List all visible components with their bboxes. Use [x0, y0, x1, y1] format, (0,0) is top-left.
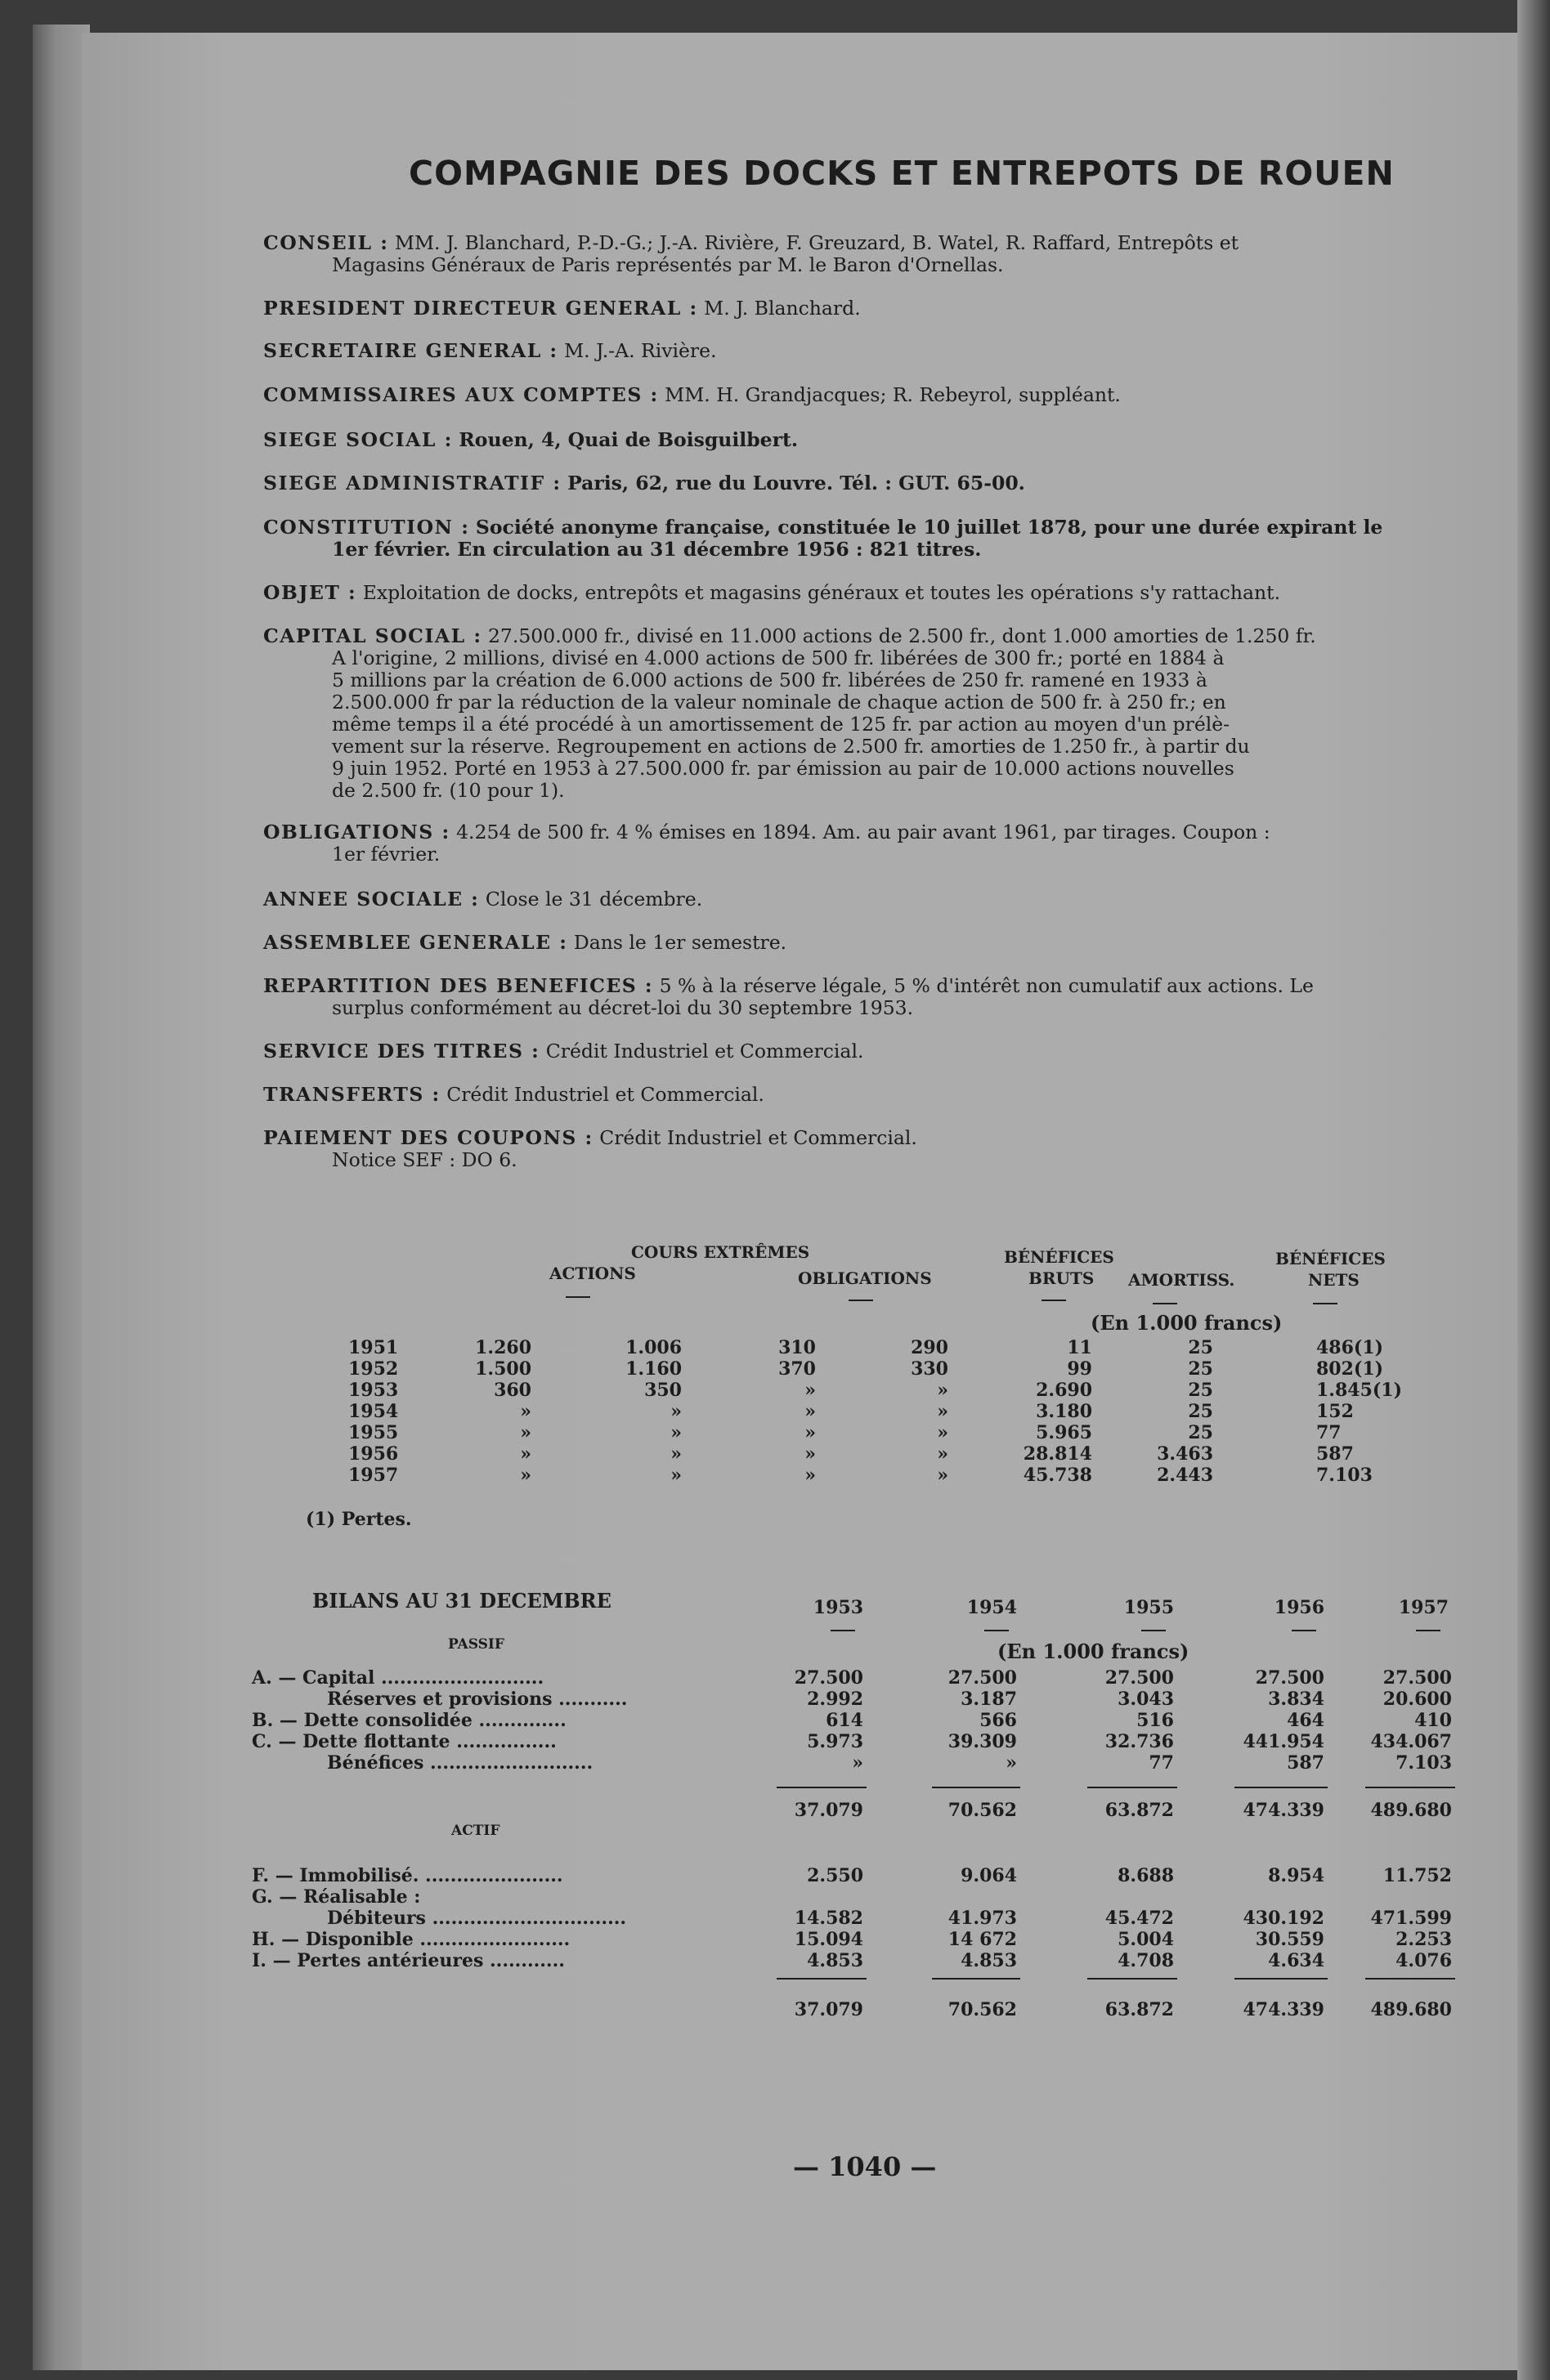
transferts-value: Crédit Industriel et Commercial.: [446, 1083, 764, 1106]
capital-line-3: 2.500.000 fr par la réduction de la valeur nominale de chaque action de 500 fr. à 250 fr.; en: [332, 691, 1226, 714]
actif-row-label: I. — Pertes antérieures ............: [252, 1950, 565, 1971]
cours-a_hi-cell: 1.500: [475, 1358, 531, 1380]
passif-total-cell: 70.562: [947, 1800, 1017, 1821]
passif-value-cell: 7.103: [1395, 1752, 1452, 1774]
cours-o_lo-cell: »: [937, 1380, 948, 1401]
cours-o_hi-cell: »: [804, 1401, 816, 1422]
cours-a_hi-cell: »: [520, 1422, 531, 1443]
actif-value-cell: 5.004: [1118, 1929, 1174, 1950]
amortiss-header: AMORTISS.: [1128, 1270, 1235, 1290]
cours-amort-cell: 2.443: [1157, 1465, 1213, 1486]
actif-total-cell: 37.079: [794, 1999, 863, 2020]
conseil-line2: Magasins Généraux de Paris représentés par M. le Baron d'Ornellas.: [332, 253, 1004, 276]
actif-value-cell: 45.472: [1104, 1908, 1174, 1929]
benef-nets-header-2: NETS: [1308, 1270, 1360, 1290]
obligations-key: OBLIGATIONS :: [263, 821, 450, 843]
passif-total-cell: 63.872: [1104, 1800, 1174, 1821]
bilans-unit: (En 1.000 francs): [997, 1640, 1189, 1663]
capital-line-5: vement sur la réserve. Regroupement en actions de 2.500 fr. amorties de 1.250 fr., à partir du: [332, 735, 1250, 758]
bilans-year-dash: [1141, 1630, 1166, 1631]
objet-key: OBJET :: [263, 581, 357, 604]
bilans-year-dash: [1292, 1630, 1316, 1631]
cours-a_lo-cell: 1.160: [625, 1358, 682, 1380]
passif-value-cell: 3.043: [1118, 1689, 1174, 1710]
transferts-key: TRANSFERTS :: [263, 1083, 441, 1106]
section-obligations: [263, 821, 1473, 866]
cours-a_lo-cell: »: [670, 1422, 682, 1443]
section-siege-social: [263, 429, 1473, 451]
cours-year-cell: 1955: [348, 1422, 399, 1443]
siege-social-key: SIEGE SOCIAL :: [263, 428, 453, 451]
cours-a_lo-cell: 1.006: [625, 1337, 682, 1358]
cours-bruts-cell: 11: [1067, 1337, 1092, 1358]
bilans-year-header: 1954: [966, 1597, 1017, 1618]
cours-bruts-cell: 2.690: [1036, 1380, 1092, 1401]
section-capital: [263, 625, 1473, 802]
constitution-line2: 1er février. En circulation au 31 décembre 1956 : 821 titres.: [332, 538, 982, 561]
passif-value-cell: 27.500: [1104, 1667, 1174, 1689]
actif-total-cell: 474.339: [1243, 1999, 1324, 2020]
secretaire-value: M. J.-A. Rivière.: [564, 339, 717, 362]
passif-value-cell: 410: [1414, 1710, 1452, 1731]
cours-year-cell: 1956: [348, 1443, 399, 1465]
repartition-key: REPARTITION DES BENEFICES :: [263, 974, 654, 997]
benef-bruts-dash: [1042, 1300, 1066, 1301]
section-constitution: [263, 517, 1473, 561]
bilans-year-dash: [831, 1630, 855, 1631]
bilans-year-header: 1957: [1398, 1597, 1449, 1618]
section-paiement: [263, 1127, 1473, 1171]
actif-row-label: H. — Disponible ........................: [252, 1929, 571, 1950]
cours-unit: (En 1.000 francs): [1091, 1311, 1283, 1335]
passif-row-label: Réserves et provisions ...........: [327, 1689, 628, 1710]
cours-o_lo-cell: 330: [911, 1358, 948, 1380]
cours-nets-cell: 1.845(1): [1316, 1380, 1403, 1401]
bilans-year-dash: [1416, 1630, 1440, 1631]
section-secretaire: [263, 340, 1473, 362]
passif-value-cell: 464: [1287, 1710, 1324, 1731]
section-assemblee: [263, 932, 1473, 954]
cours-a_hi-cell: »: [520, 1465, 531, 1486]
actif-row-label: Débiteurs ...............................: [327, 1908, 627, 1929]
siege-admin-key: SIEGE ADMINISTRATIF :: [263, 472, 562, 494]
cours-nets-cell: 152: [1316, 1401, 1354, 1422]
bilans-year-dash: [984, 1630, 1009, 1631]
cours-bruts-cell: 28.814: [1023, 1443, 1092, 1465]
passif-value-cell: 27.500: [947, 1667, 1017, 1689]
cours-year-cell: 1954: [348, 1401, 399, 1422]
passif-total-cell: 474.339: [1243, 1800, 1324, 1821]
actif-value-cell: 2.253: [1395, 1929, 1452, 1950]
cours-o_lo-cell: »: [937, 1465, 948, 1486]
passif-value-cell: 3.834: [1268, 1689, 1324, 1710]
cours-amort-cell: 25: [1188, 1380, 1213, 1401]
actif-value-cell: 8.954: [1268, 1865, 1324, 1886]
cours-year-cell: 1952: [348, 1358, 399, 1380]
cours-o_hi-cell: »: [804, 1380, 816, 1401]
passif-value-cell: »: [1006, 1752, 1017, 1774]
actif-value-cell: 14 672: [947, 1929, 1017, 1950]
actif-value-cell: 11.752: [1382, 1865, 1452, 1886]
actif-value-cell: 41.973: [947, 1908, 1017, 1929]
conseil-line1: MM. J. Blanchard, P.-D.-G.; J.-A. Rivière, F. Greuzard, B. Watel, R. Raffard, Entrepôts et: [394, 231, 1239, 254]
president-key: PRESIDENT DIRECTEUR GENERAL :: [263, 297, 698, 320]
annee-value: Close le 31 décembre.: [485, 888, 703, 910]
actif-total-rule: [932, 1978, 1020, 1980]
cours-nets-cell: 77: [1316, 1422, 1342, 1443]
passif-value-cell: 516: [1136, 1710, 1174, 1731]
capital-line-1: A l'origine, 2 millions, divisé en 4.000 actions de 500 fr. libérées de 300 fr.; porté en 1884 à: [332, 646, 1225, 669]
paiement-line2: Notice SEF : DO 6.: [332, 1148, 517, 1171]
cours-a_lo-cell: 350: [644, 1380, 682, 1401]
passif-total-rule: [1087, 1787, 1177, 1788]
actif-value-cell: 430.192: [1243, 1908, 1324, 1929]
repartition-line2: surplus conformément au décret-loi du 30 septembre 1953.: [332, 996, 914, 1019]
passif-total-rule: [1234, 1787, 1328, 1788]
actif-total-rule: [1234, 1978, 1328, 1980]
repartition-line1: 5 % à la réserve légale, 5 % d'intérêt non cumulatif aux actions. Le: [659, 974, 1314, 997]
cours-nets-cell: 587: [1316, 1443, 1354, 1465]
cours-bruts-cell: 99: [1067, 1358, 1092, 1380]
section-annee: [263, 888, 1473, 910]
cours-a_hi-cell: 1.260: [475, 1337, 531, 1358]
objet-value: Exploitation de docks, entrepôts et magasins généraux et toutes les opérations s'y rattachant.: [362, 581, 1281, 604]
cours-o_lo-cell: »: [937, 1401, 948, 1422]
actif-label: ACTIF: [451, 1823, 500, 1839]
secretaire-key: SECRETAIRE GENERAL :: [263, 339, 558, 362]
passif-total-rule: [932, 1787, 1020, 1788]
cours-year-cell: 1957: [348, 1465, 399, 1486]
obligations-line2: 1er février.: [332, 843, 441, 866]
service-key: SERVICE DES TITRES :: [263, 1040, 540, 1062]
actif-total-rule: [1365, 1978, 1455, 1980]
passif-row-label: B. — Dette consolidée ..............: [252, 1710, 567, 1731]
passif-value-cell: 434.067: [1370, 1731, 1452, 1752]
cours-amort-cell: 3.463: [1157, 1443, 1213, 1465]
passif-row-label: C. — Dette flottante ................: [252, 1731, 557, 1752]
passif-value-cell: 5.973: [807, 1731, 863, 1752]
passif-row-label: A. — Capital ..........................: [252, 1667, 544, 1689]
cours-nets-cell: 486(1): [1316, 1337, 1384, 1358]
passif-value-cell: 587: [1287, 1752, 1324, 1774]
capital-line-2: 5 millions par la création de 6.000 actions de 500 fr. libérées de 250 fr. ramené en 1933 à: [332, 669, 1207, 691]
cours-header: COURS EXTRÊMES: [631, 1242, 810, 1262]
actif-total-rule: [777, 1978, 867, 1980]
passif-value-cell: 566: [979, 1710, 1017, 1731]
passif-total-cell: 489.680: [1370, 1800, 1452, 1821]
cours-o_lo-cell: »: [937, 1443, 948, 1465]
passif-total-rule: [777, 1787, 867, 1788]
passif-row-label: Bénéfices ..........................: [327, 1752, 594, 1774]
actif-value-cell: 9.064: [961, 1865, 1017, 1886]
actif-total-cell: 489.680: [1370, 1999, 1452, 2020]
passif-value-cell: 2.992: [807, 1689, 863, 1710]
service-value: Crédit Industriel et Commercial.: [545, 1040, 864, 1062]
capital-key: CAPITAL SOCIAL :: [263, 624, 482, 647]
cours-a_hi-cell: »: [520, 1401, 531, 1422]
actif-value-cell: 4.634: [1268, 1950, 1324, 1971]
actif-value-cell: 8.688: [1118, 1865, 1174, 1886]
obligations-header: OBLIGATIONS: [798, 1268, 932, 1288]
section-repartition: [263, 975, 1473, 1019]
cours-year-cell: 1953: [348, 1380, 399, 1401]
cours-a_lo-cell: »: [670, 1443, 682, 1465]
siege-social-value: Rouen, 4, Quai de Boisguilbert.: [459, 428, 799, 451]
actif-value-cell: 471.599: [1370, 1908, 1452, 1929]
benef-nets-dash: [1313, 1303, 1337, 1304]
section-president: [263, 298, 1473, 320]
cours-a_lo-cell: »: [670, 1465, 682, 1486]
passif-label: PASSIF: [448, 1636, 504, 1653]
actif-value-cell: 15.094: [794, 1929, 863, 1950]
cours-bruts-cell: 45.738: [1023, 1465, 1092, 1486]
passif-value-cell: 27.500: [1382, 1667, 1452, 1689]
paiement-key: PAIEMENT DES COUPONS :: [263, 1126, 594, 1149]
passif-value-cell: 39.309: [947, 1731, 1017, 1752]
amortiss-dash: [1153, 1303, 1177, 1304]
commissaires-key: COMMISSAIRES AUX COMPTES :: [263, 383, 659, 406]
passif-value-cell: 614: [826, 1710, 863, 1731]
actif-value-cell: 4.076: [1395, 1950, 1452, 1971]
actif-row-label: G. — Réalisable :: [252, 1886, 421, 1908]
passif-value-cell: 77: [1149, 1752, 1174, 1774]
page-number: — 1040 —: [793, 2151, 937, 2182]
assemblee-key: ASSEMBLEE GENERALE :: [263, 931, 568, 954]
cours-o_hi-cell: »: [804, 1422, 816, 1443]
actif-value-cell: 4.708: [1118, 1950, 1174, 1971]
actif-value-cell: 4.853: [807, 1950, 863, 1971]
cours-bruts-cell: 5.965: [1036, 1422, 1092, 1443]
section-commissaires: [263, 384, 1473, 406]
cours-amort-cell: 25: [1188, 1422, 1213, 1443]
section-objet: [263, 582, 1473, 604]
cours-bruts-cell: 3.180: [1036, 1401, 1092, 1422]
capital-line-6: 9 juin 1952. Porté en 1953 à 27.500.000 fr. par émission au pair de 10.000 actions nouvelles: [332, 757, 1234, 780]
benef-bruts-header-1: BÉNÉFICES: [1004, 1247, 1114, 1267]
capital-line-7: de 2.500 fr. (10 pour 1).: [332, 779, 565, 802]
bilans-year-header: 1956: [1274, 1597, 1324, 1618]
actions-header-dash: [566, 1296, 590, 1298]
passif-value-cell: »: [852, 1752, 863, 1774]
actif-value-cell: 14.582: [794, 1908, 863, 1929]
cours-amort-cell: 25: [1188, 1337, 1213, 1358]
actif-total-rule: [1087, 1978, 1177, 1980]
section-service: [263, 1040, 1473, 1062]
actif-total-cell: 63.872: [1104, 1999, 1174, 2020]
cours-a_lo-cell: »: [670, 1401, 682, 1422]
president-value: M. J. Blanchard.: [704, 297, 861, 320]
cours-o_hi-cell: 370: [778, 1358, 816, 1380]
bilans-title: BILANS AU 31 DECEMBRE: [312, 1589, 611, 1613]
cours-note: (1) Pertes.: [306, 1509, 412, 1530]
annee-key: ANNEE SOCIALE :: [263, 888, 480, 910]
passif-value-cell: 27.500: [794, 1667, 863, 1689]
cours-o_lo-cell: 290: [911, 1337, 948, 1358]
cours-o_hi-cell: »: [804, 1443, 816, 1465]
cours-o_lo-cell: »: [937, 1422, 948, 1443]
constitution-key: CONSTITUTION :: [263, 516, 470, 539]
constitution-line1: Société anonyme française, constituée le 10 juillet 1878, pour une durée expirant le: [475, 516, 1383, 539]
actif-row-label: F. — Immobilisé. ......................: [252, 1865, 563, 1886]
cours-a_hi-cell: 360: [494, 1380, 531, 1401]
actif-value-cell: 2.550: [807, 1865, 863, 1886]
cours-o_hi-cell: »: [804, 1465, 816, 1486]
cours-nets-cell: 802(1): [1316, 1358, 1384, 1380]
cours-o_hi-cell: 310: [778, 1337, 816, 1358]
cours-a_hi-cell: »: [520, 1443, 531, 1465]
passif-value-cell: 27.500: [1255, 1667, 1324, 1689]
obligations-header-dash: [849, 1300, 873, 1301]
paiement-value: Crédit Industriel et Commercial.: [599, 1126, 917, 1149]
cours-amort-cell: 25: [1188, 1358, 1213, 1380]
passif-value-cell: 3.187: [961, 1689, 1017, 1710]
passif-value-cell: 32.736: [1104, 1731, 1174, 1752]
benef-bruts-header-2: BRUTS: [1028, 1268, 1095, 1288]
capital-line-0: 27.500.000 fr., divisé en 11.000 actions de 2.500 fr., dont 1.000 amorties de 1.250 fr.: [487, 624, 1316, 647]
passif-value-cell: 441.954: [1243, 1731, 1324, 1752]
section-transferts: [263, 1084, 1473, 1106]
commissaires-value: MM. H. Grandjacques; R. Rebeyrol, suppléant.: [665, 383, 1121, 406]
actif-value-cell: 30.559: [1255, 1929, 1324, 1950]
capital-line-4: même temps il a été procédé à un amortissement de 125 fr. par action au moyen d'un prélè-: [332, 713, 1230, 736]
actif-total-cell: 70.562: [947, 1999, 1017, 2020]
binding-shadow: [1517, 0, 1550, 2380]
bilans-year-header: 1953: [813, 1597, 863, 1618]
cours-year-cell: 1951: [348, 1337, 399, 1358]
actif-value-cell: 4.853: [961, 1950, 1017, 1971]
conseil-key: CONSEIL :: [263, 231, 389, 254]
assemblee-value: Dans le 1er semestre.: [573, 931, 787, 954]
passif-total-cell: 37.079: [794, 1800, 863, 1821]
section-siege-admin: [263, 472, 1473, 494]
page-title: COMPAGNIE DES DOCKS ET ENTREPOTS DE ROUEN: [409, 154, 1395, 193]
benef-nets-header-1: BÉNÉFICES: [1275, 1249, 1386, 1268]
cours-amort-cell: 25: [1188, 1401, 1213, 1422]
actions-header: ACTIONS: [549, 1264, 636, 1283]
obligations-line1: 4.254 de 500 fr. 4 % émises en 1894. Am. au pair avant 1961, par tirages. Coupon :: [456, 821, 1270, 843]
passif-total-rule: [1365, 1787, 1455, 1788]
cours-nets-cell: 7.103: [1316, 1465, 1373, 1486]
section-conseil: [263, 232, 1473, 276]
passif-value-cell: 20.600: [1382, 1689, 1452, 1710]
bilans-year-header: 1955: [1123, 1597, 1174, 1618]
siege-admin-value: Paris, 62, rue du Louvre. Tél. : GUT. 65-00.: [567, 472, 1025, 494]
